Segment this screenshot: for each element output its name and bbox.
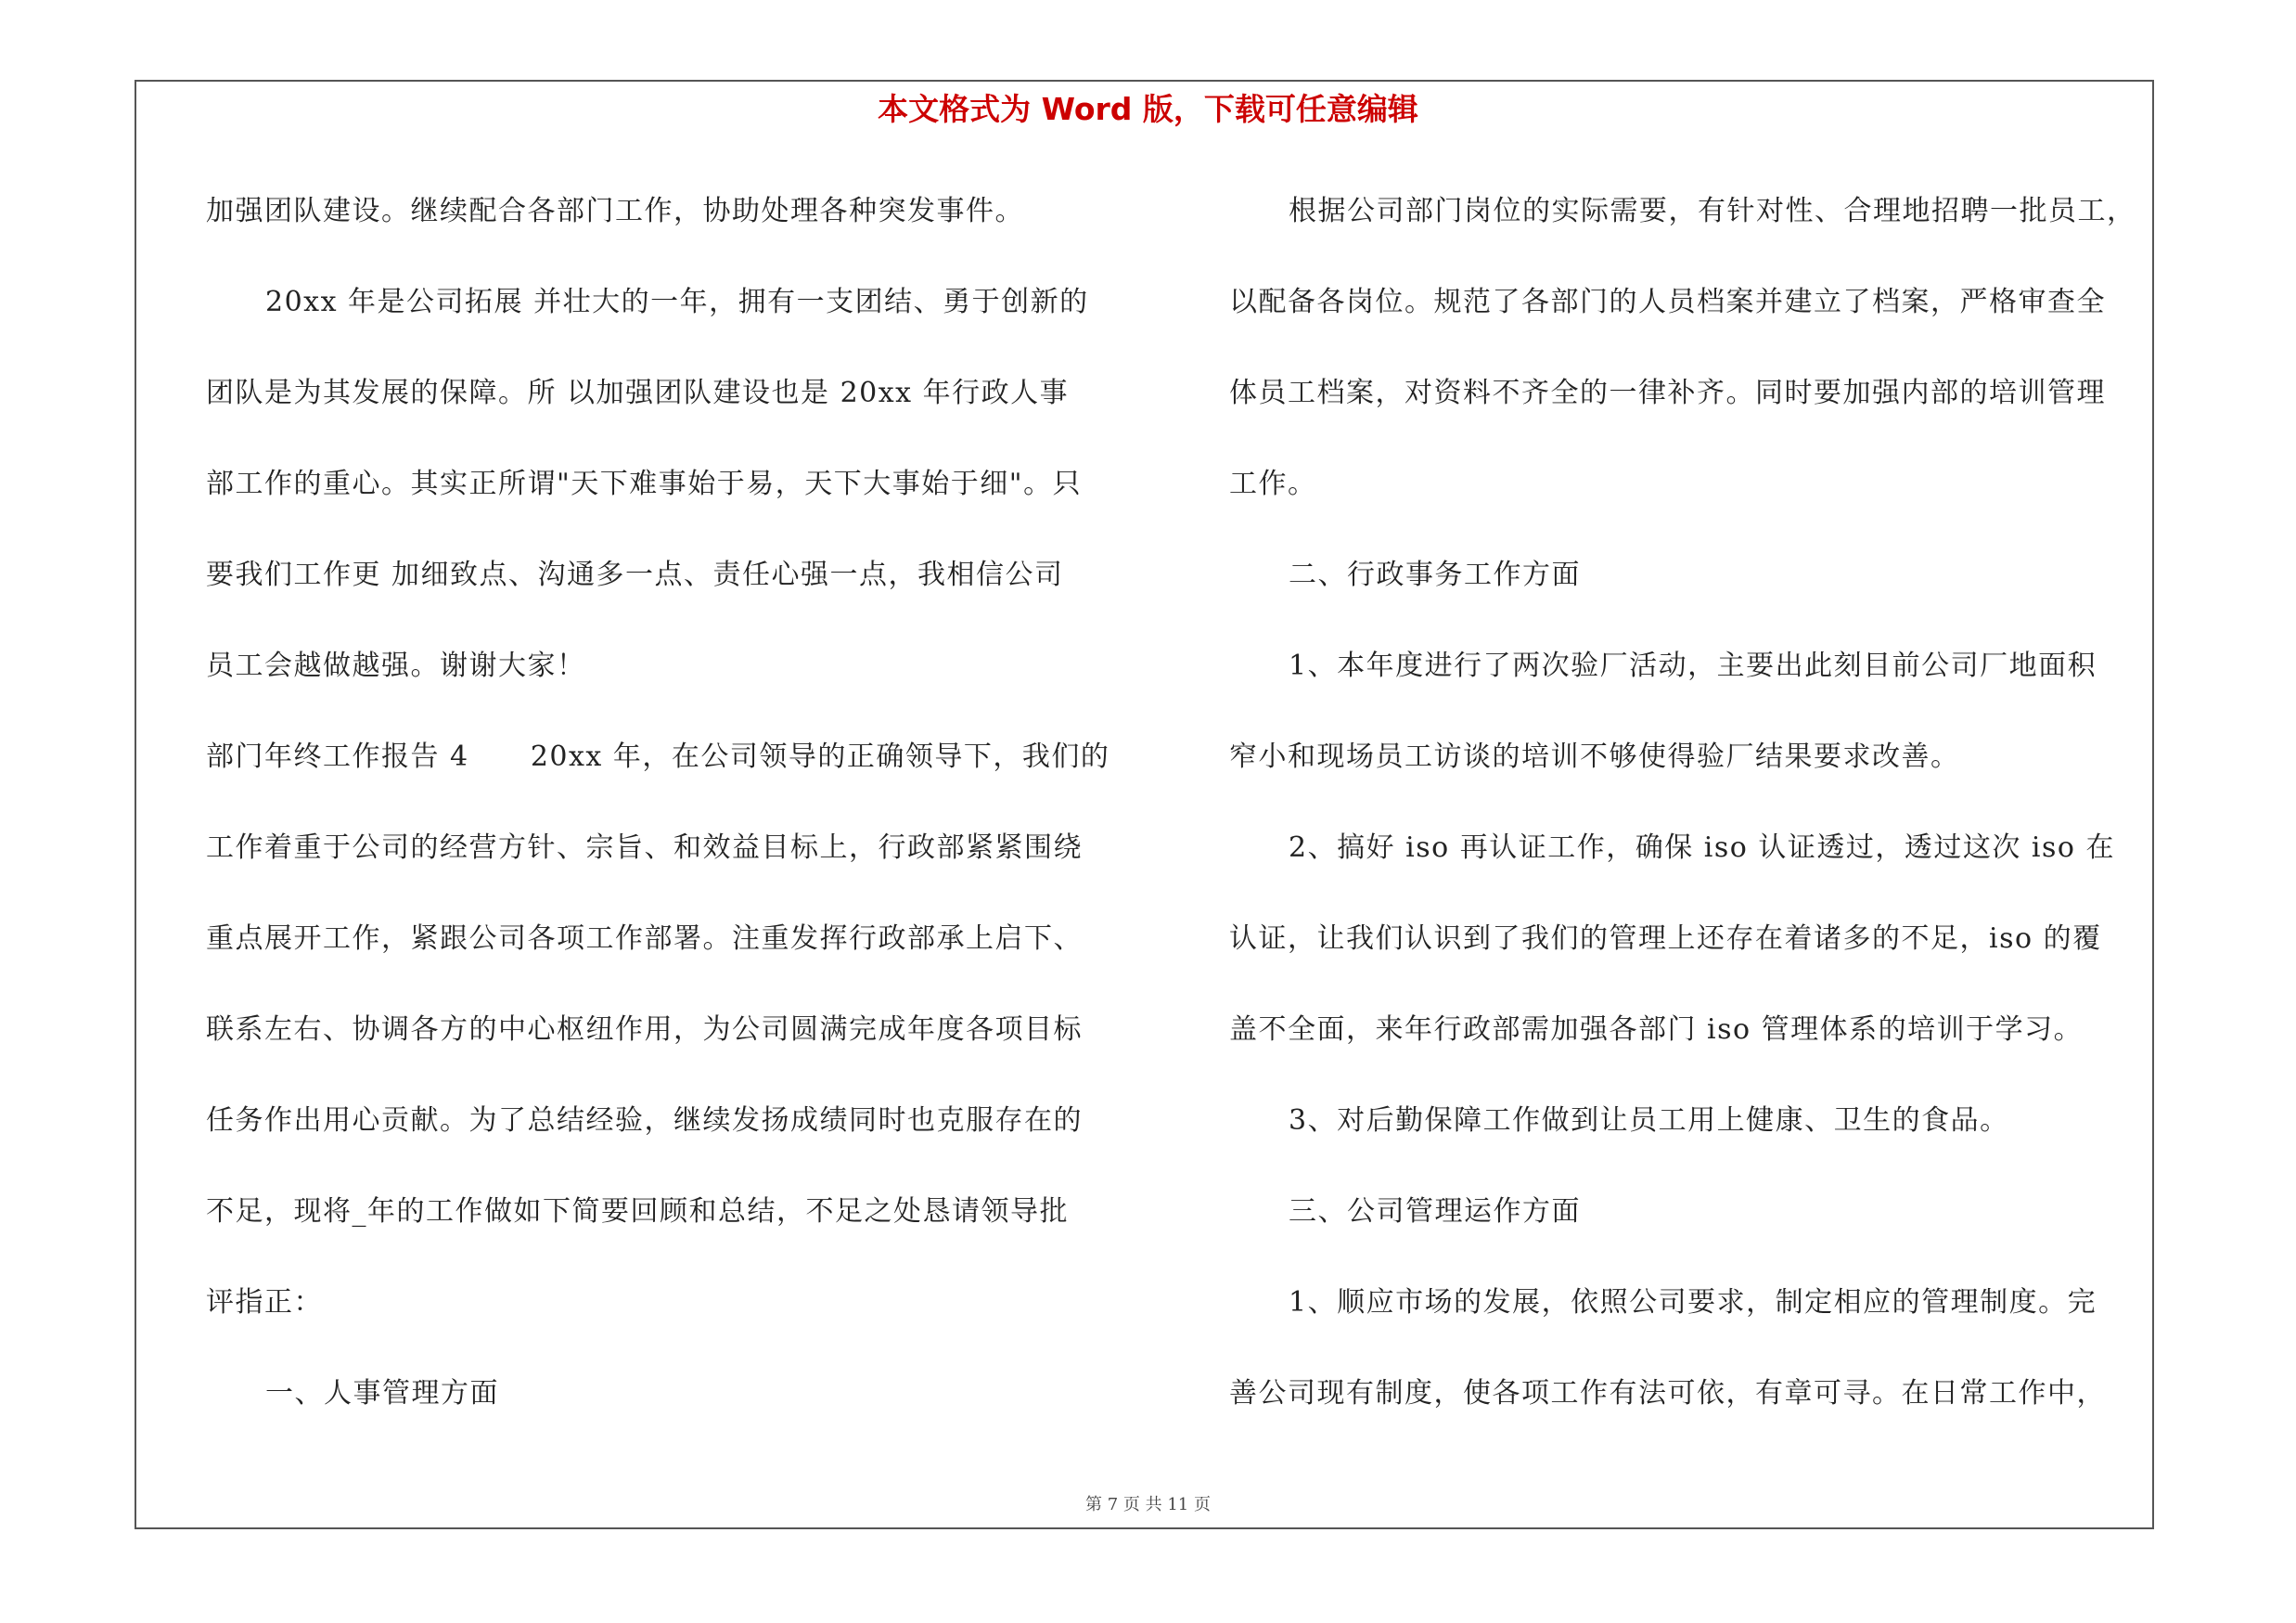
body-line: 善公司现有制度，使各项工作有法可依，有章可寻。在日常工作中，	[1229, 1377, 2106, 1410]
body-line: 根据公司部门岗位的实际需要，有针对性、合理地招聘一批员工，	[1289, 195, 2136, 227]
body-line: 员工会越做越强。谢谢大家！	[206, 650, 586, 682]
body-line: 工作着重于公司的经营方针、宗旨、和效益目标上，行政部紧紧围绕	[206, 831, 1083, 864]
body-line: 联系左右、协调各方的中心枢纽作用，为公司圆满完成年度各项目标	[206, 1013, 1083, 1046]
body-line: 部工作的重心。其实正所谓"天下难事始于易，天下大事始于细"。只	[206, 468, 1083, 500]
body-line: 2、搞好 iso 再认证工作，确保 iso 认证透过，透过这次 iso 在	[1289, 831, 2115, 864]
header-banner: 本文格式为 Word 版，下载可任意编辑	[878, 91, 1418, 127]
body-line: 3、对后勤保障工作做到让员工用上健康、卫生的食品。	[1289, 1104, 2009, 1137]
body-line: 盖不全面，来年行政部需加强各部门 iso 管理体系的培训于学习。	[1229, 1013, 2084, 1046]
body-line: 加强团队建设。继续配合各部门工作，协助处理各种突发事件。	[206, 195, 1024, 227]
left-column	[206, 182, 1143, 1455]
body-line: 要我们工作更 加细致点、沟通多一点、责任心强一点，我相信公司	[206, 559, 1064, 591]
section-heading: 部门年终工作报告 4 20xx 年，在公司领导的正确领导下，我们的	[206, 741, 1110, 773]
body-line: 评指正：	[206, 1286, 323, 1319]
body-line: 任务作出用心贡献。为了总结经验，继续发扬成绩同时也克服存在的	[206, 1104, 1083, 1137]
body-line: 认证，让我们认识到了我们的管理上还存在着诸多的不足，iso 的覆	[1229, 922, 2102, 955]
body-line: 工作。	[1229, 468, 1317, 500]
body-line: 体员工档案，对资料不齐全的一律补齐。同时要加强内部的培训管理	[1229, 377, 2106, 409]
page-number-footer: 第 7 页 共 11 页	[1085, 1495, 1211, 1514]
right-column	[1229, 182, 2159, 1455]
body-line: 以配备各岗位。规范了各部门的人员档案并建立了档案，严格审查全	[1229, 286, 2106, 318]
body-line: 团队是为其发展的保障。所 以加强团队建设也是 20xx 年行政人事	[206, 377, 1070, 409]
body-line: 20xx 年是公司拓展 并壮大的一年，拥有一支团结、勇于创新的	[265, 286, 1089, 318]
section-heading: 一、人事管理方面	[265, 1377, 499, 1410]
body-line: 重点展开工作，紧跟公司各项工作部署。注重发挥行政部承上启下、	[206, 922, 1083, 955]
section-heading: 二、行政事务工作方面	[1289, 559, 1581, 591]
body-line: 窄小和现场员工访谈的培训不够使得验厂结果要求改善。	[1229, 741, 1960, 773]
body-line: 不足，现将_年的工作做如下简要回顾和总结，不足之处恳请领导批	[206, 1195, 1069, 1228]
body-line: 1、顺应市场的发展，依照公司要求，制定相应的管理制度。完	[1289, 1286, 2097, 1319]
section-heading: 三、公司管理运作方面	[1289, 1195, 1581, 1228]
body-line: 1、本年度进行了两次验厂活动，主要出此刻目前公司厂地面积	[1289, 650, 2097, 682]
